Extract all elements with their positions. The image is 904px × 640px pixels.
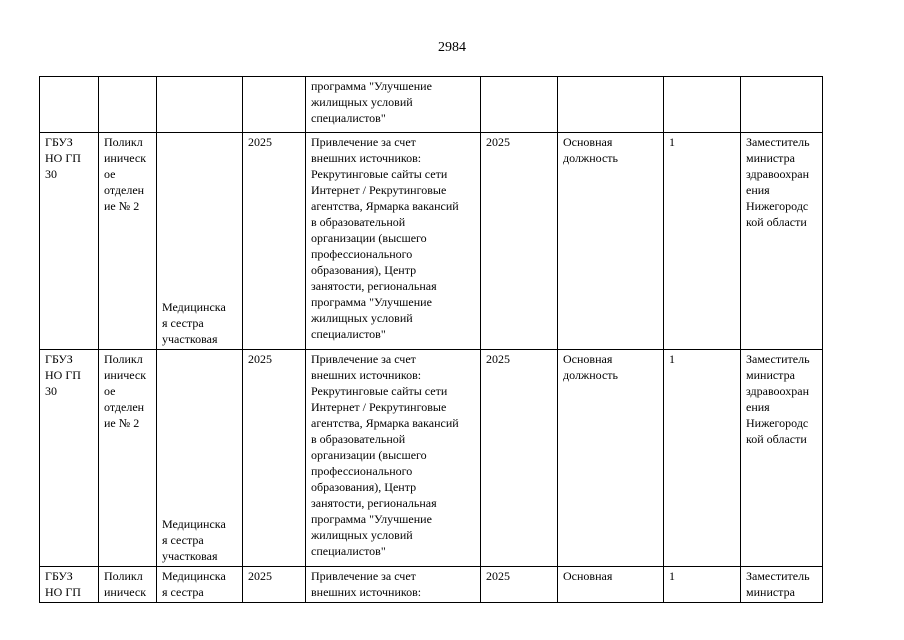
text-line: агентства, Ярмарка вакансий [311,199,459,213]
text-line: Интернет / Рекрутинговые [311,183,447,197]
text-line: иническ [104,585,147,599]
text-line: здравоохран [746,167,809,181]
org-cell [40,567,99,603]
text-line: специалистов" [311,327,386,341]
responsible-cell [741,133,823,350]
text-line: Привлечение за счет [311,135,416,149]
measures-cell [306,350,481,567]
text-line: Рекрутинговые сайты сети [311,384,448,398]
measures-cell [306,133,481,350]
measures-cell [306,77,481,133]
position-cell [157,133,243,350]
count-cell: 1 [664,567,741,603]
page-number: 2984 [438,40,466,55]
table-row [40,567,823,603]
type-cell [558,567,664,603]
measures-cell [306,567,481,603]
type-cell [558,350,664,567]
deadline-cell: 2025 [481,133,558,350]
text-line: отделен [104,183,145,197]
count-cell [664,77,741,133]
text-line: ое [104,167,116,181]
text-line: ения [746,400,770,414]
org-cell [40,350,99,567]
text-line: организации (высшего [311,448,427,462]
text-line: Поликл [104,352,143,366]
text-line: Основная [563,352,613,366]
responsible-cell [741,350,823,567]
deadline-cell: 2025 [481,350,558,567]
text-line: НО ГП [45,585,81,599]
text-line: Заместитель [746,569,810,583]
text-line: программа "Улучшение [311,295,432,309]
deadline-cell: 2025 [481,567,558,603]
text-line: ения [746,183,770,197]
text-line: Нижегородс [746,416,809,430]
text-line: жилищных условий [311,95,413,109]
text-line: Медицинска [162,517,226,531]
text-line: иническ [104,151,147,165]
text-line: специалистов" [311,111,386,125]
type-cell [558,77,664,133]
table-row [40,350,823,567]
division-cell [99,567,157,603]
text-line: Привлечение за счет [311,352,416,366]
text-line: жилищных условий [311,311,413,325]
text-line: Поликл [104,569,143,583]
year-cell: 2025 [243,350,306,567]
year-cell [243,77,306,133]
text-line: Основная [563,135,613,149]
text-line: ГБУЗ [45,569,73,583]
text-line: участковая [162,332,218,346]
text-line: внешних источников: [311,368,422,382]
type-cell [558,133,664,350]
text-line: ГБУЗ [45,352,73,366]
position-cell [157,567,243,603]
division-cell [99,133,157,350]
text-line: Нижегородс [746,199,809,213]
text-line: министра [746,151,795,165]
text-line: кой области [746,432,807,446]
text-line: специалистов" [311,544,386,558]
text-line: профессионального [311,464,413,478]
text-line: в образовательной [311,215,406,229]
text-line: 30 [45,384,57,398]
division-cell [99,350,157,567]
text-line: жилищных условий [311,528,413,542]
count-cell: 1 [664,350,741,567]
text-line: Поликл [104,135,143,149]
text-line: Рекрутинговые сайты сети [311,167,448,181]
text-line: должность [563,368,618,382]
table-row [40,77,823,133]
responsible-cell [741,567,823,603]
text-line: образования), Центр [311,480,417,494]
text-line: 30 [45,167,57,181]
text-line: НО ГП [45,151,81,165]
text-line: ие № 2 [104,416,140,430]
text-line: внешних источников: [311,151,422,165]
text-line: я сестра [162,533,204,547]
text-line: иническ [104,368,147,382]
text-line: в образовательной [311,432,406,446]
text-line: кой области [746,215,807,229]
text-line: Основная [563,569,613,583]
text-line: ие № 2 [104,199,140,213]
division-cell [99,77,157,133]
text-line: ое [104,384,116,398]
text-line: министра [746,585,795,599]
text-line: программа "Улучшение [311,79,432,93]
staffing-table [39,76,823,603]
position-cell [157,77,243,133]
text-line: Медицинска [162,569,226,583]
text-line: Привлечение за счет [311,569,416,583]
text-line: должность [563,151,618,165]
text-line: ГБУЗ [45,135,73,149]
text-line: агентства, Ярмарка вакансий [311,416,459,430]
text-line: Медицинска [162,300,226,314]
position-cell [157,350,243,567]
text-line: участковая [162,549,218,563]
text-line: профессионального [311,247,413,261]
text-line: занятости, региональная [311,496,437,510]
year-cell: 2025 [243,567,306,603]
text-line: организации (высшего [311,231,427,245]
text-line: я сестра [162,585,204,599]
text-line: отделен [104,400,145,414]
responsible-cell [741,77,823,133]
text-line: Заместитель [746,135,810,149]
text-line: образования), Центр [311,263,417,277]
text-line: министра [746,368,795,382]
count-cell: 1 [664,133,741,350]
table-row [40,133,823,350]
text-line: занятости, региональная [311,279,437,293]
text-line: программа "Улучшение [311,512,432,526]
deadline-cell [481,77,558,133]
text-line: НО ГП [45,368,81,382]
text-line: внешних источников: [311,585,422,599]
text-line: я сестра [162,316,204,330]
text-line: Интернет / Рекрутинговые [311,400,447,414]
text-line: Заместитель [746,352,810,366]
text-line: здравоохран [746,384,809,398]
org-cell [40,77,99,133]
org-cell [40,133,99,350]
year-cell: 2025 [243,133,306,350]
